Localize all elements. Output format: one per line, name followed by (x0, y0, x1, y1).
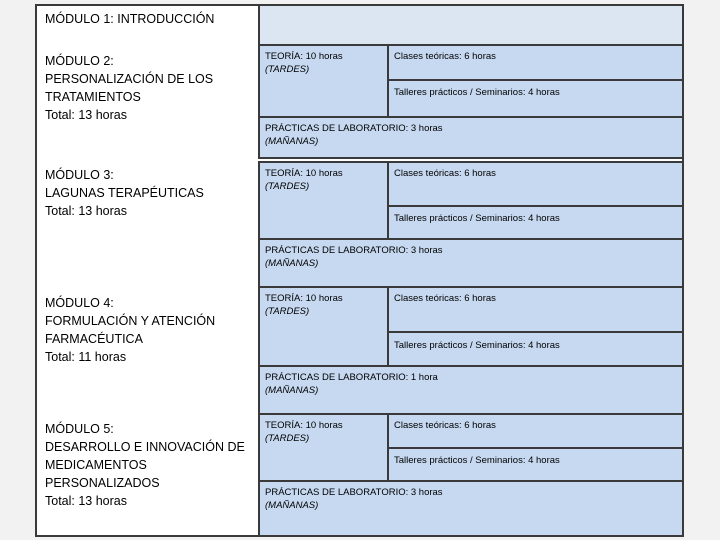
module-1-right-box (258, 4, 684, 46)
module-3-title (37, 162, 259, 222)
module-5-practicas-box (258, 480, 684, 537)
module-2-talleres-box (387, 79, 684, 118)
module-4-teoria: TEORÍA: 10 horas (265, 293, 343, 304)
module-5-practicas: PRÁCTICAS DE LABORATORIO: 3 horas (265, 487, 443, 498)
module-3-teoria-when: (TARDES) (265, 181, 310, 192)
module-5-title-line-1: MÓDULO 5: (45, 422, 114, 436)
module-3-teoria-box (258, 161, 389, 240)
module-5-talleres: Talleres prácticos / Seminarios: 4 horas (394, 455, 560, 466)
module-4-practicas-when: (MAÑANAS) (265, 385, 319, 396)
module-2-practicas-box (258, 116, 684, 159)
module-2-teoria: TEORÍA: 10 horas (265, 51, 343, 62)
module-1-title (37, 6, 259, 44)
module-5-teoria-when: (TARDES) (265, 433, 310, 444)
module-4-title-line-2: FORMULACIÓN Y ATENCIÓN (45, 314, 216, 328)
module-2-practicas-when: (MAÑANAS) (265, 136, 319, 147)
module-5-practicas-when: (MAÑANAS) (265, 500, 319, 511)
module-3-clases-box (387, 161, 684, 207)
module-4-teoria-when: (TARDES) (265, 306, 310, 317)
module-5-title-line-4: Total: 13 horas (45, 494, 127, 508)
module-2-title-line-1: MÓDULO 2: (45, 54, 114, 68)
module-4-practicas-box (258, 365, 684, 415)
module-3-title-line-1: MÓDULO 3: (45, 168, 114, 182)
module-1-title-text: MÓDULO 1: INTRODUCCIÓN (45, 12, 215, 26)
module-5-teoria-box (258, 413, 389, 482)
module-2-clases: Clases teóricas: 6 horas (394, 51, 496, 62)
module-5-talleres-box (387, 447, 684, 482)
module-5-clases-box (387, 413, 684, 449)
module-5-clases: Clases teóricas: 6 horas (394, 420, 496, 431)
module-2-teoria-box (258, 44, 389, 118)
module-3-talleres: Talleres prácticos / Seminarios: 4 horas (394, 213, 560, 224)
module-2-teoria-when: (TARDES) (265, 64, 310, 75)
module-3-title-line-2: LAGUNAS TERAPÉUTICAS (45, 186, 204, 200)
module-3-practicas: PRÁCTICAS DE LABORATORIO: 3 horas (265, 245, 443, 256)
module-5-teoria: TEORÍA: 10 horas (265, 420, 343, 431)
module-4-title-line-1: MÓDULO 4: (45, 296, 114, 310)
module-5-title-line-2: DESARROLLO E INNOVACIÓN DE (45, 440, 245, 454)
module-2-clases-box (387, 44, 684, 81)
module-2-practicas: PRÁCTICAS DE LABORATORIO: 3 horas (265, 123, 443, 134)
module-3-title-line-3: Total: 13 horas (45, 204, 127, 218)
module-4-clases-box (387, 286, 684, 333)
module-3-practicas-box (258, 238, 684, 288)
module-5-title-line-3: MEDICAMENTOS PERSONALIZADOS (45, 458, 160, 490)
module-2-title-line-3: TRATAMIENTOS (45, 90, 141, 104)
module-4-practicas: PRÁCTICAS DE LABORATORIO: 1 hora (265, 372, 438, 383)
module-2-title-line-2: PERSONALIZACIÓN DE LOS (45, 72, 214, 86)
module-4-title-line-3: FARMACÉUTICA (45, 332, 143, 346)
module-2-title (37, 48, 259, 120)
module-4-title-line-4: Total: 11 horas (45, 350, 127, 364)
module-4-talleres: Talleres prácticos / Seminarios: 4 horas (394, 340, 560, 351)
module-4-title (37, 290, 259, 366)
module-3-practicas-when: (MAÑANAS) (265, 258, 319, 269)
module-4-teoria-box (258, 286, 389, 367)
module-3-talleres-box (387, 205, 684, 240)
module-4-clases: Clases teóricas: 6 horas (394, 293, 496, 304)
module-2-talleres: Talleres prácticos / Seminarios: 4 horas (394, 87, 560, 98)
module-3-teoria: TEORÍA: 10 horas (265, 168, 343, 179)
module-5-title (37, 416, 259, 508)
module-2-title-line-4: Total: 13 horas (45, 108, 127, 122)
module-4-talleres-box (387, 331, 684, 367)
module-3-clases: Clases teóricas: 6 horas (394, 168, 496, 179)
